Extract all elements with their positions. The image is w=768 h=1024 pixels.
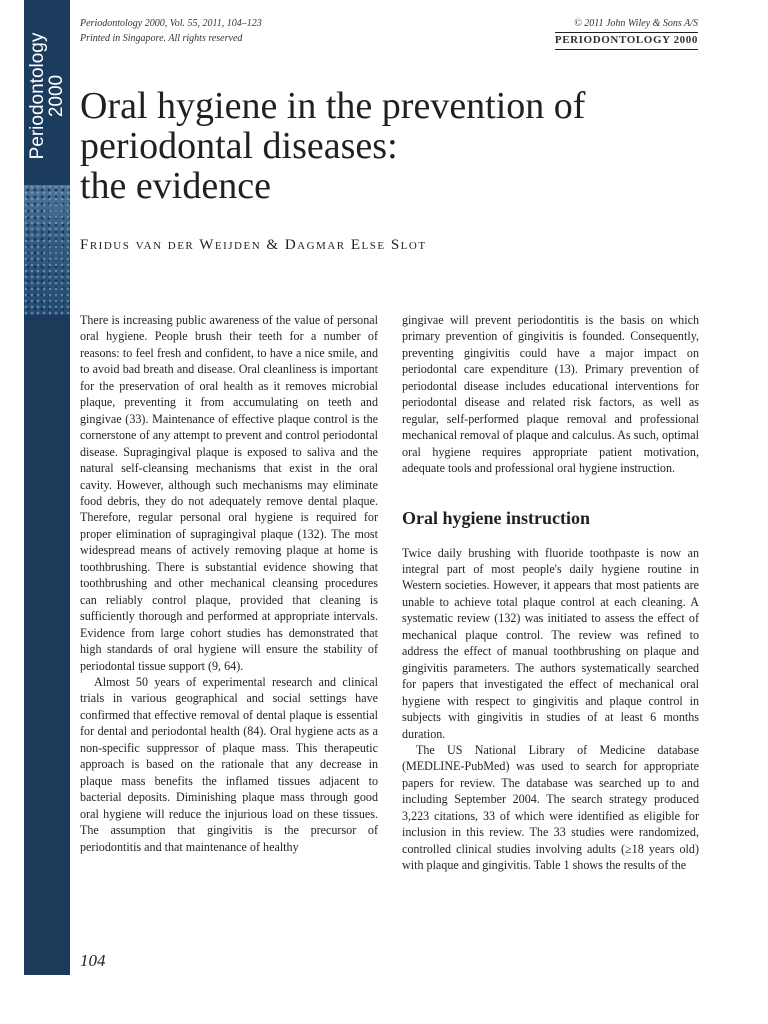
title-line-2: periodontal diseases: <box>80 125 398 167</box>
citation-line: Periodontology 2000, Vol. 55, 2011, 104–123 <box>80 18 262 29</box>
section-heading: Oral hygiene instruction <box>402 507 590 528</box>
article-title <box>80 86 720 206</box>
sidebar-line-2: 2000 <box>46 74 67 118</box>
header-journal-block <box>555 16 698 50</box>
sidebar-journal-name <box>28 33 66 160</box>
paragraph: Twice daily brushing with fluoride toothpaste is now an integral part of most people's daily hygiene routine in Western societies. However, it appears that most patients are unable to achieve total plaque control at each cleaning. A systematic review (132) was initiated to assess the effect of mechanical plaque control. The review was refined to address the effect of manual toothbrushing on plaque and gingivitis parameters. The authors systematically searched for papers that investigated the effect of mechanical oral hygiene with respect to gingivitis and plaque control in subjects with gingivitis in studies of at least 6 months duration. <box>402 545 699 741</box>
sidebar-texture <box>24 185 70 315</box>
title-line-1: Oral hygiene in the prevention of <box>80 85 586 127</box>
printed-line: Printed in Singapore. All rights reserved <box>80 33 243 44</box>
copyright-line: © 2011 John Wiley & Sons A/S <box>574 18 698 29</box>
body-column-left <box>80 312 378 855</box>
paragraph: The US National Library of Medicine database (MEDLINE-PubMed) was used to search for appropriate papers for review. The database was searched up to and including September 2004. The search strategy produced 3,223 citations, 33 of which were identified as eligible for inclusion in this review. The 33 studies were randomized, controlled clinical studies involving adults (≥18 years old) with plaque and gingivitis. Table 1 shows the results of the <box>402 742 699 873</box>
title-line-3: the evidence <box>80 165 271 207</box>
paragraph: Almost 50 years of experimental research and clinical trials in various geographical and social settings have confirmed that effective removal of dental plaque is essential for dental and periodontal health (84). Oral hygiene acts as a non-specific suppressor of plaque mass. This therapeutic approach is based on the rationale that any decrease in plaque mass benefits the inflamed tissues adjacent to bacterial deposits. Diminishing plaque mass through good oral hygiene will reduce the injurious load on these tissues. The assumption that gingivitis is the precursor of periodontitis and that maintenance of healthy <box>80 674 378 854</box>
journal-name: PERIODONTOLOGY 2000 <box>555 32 698 50</box>
journal-sidebar <box>24 0 70 975</box>
article-authors: Fridus van der Weijden & Dagmar Else Slot <box>80 237 427 253</box>
body-column-right <box>402 312 699 874</box>
paragraph: gingivae will prevent periodontitis is the basis on which primary prevention of gingivitis is founded. Consequently, preventing gingivitis could have a major impact on periodontal care expenditure (13). Primary prevention of periodontal disease includes educational interventions for periodontal disease and related risk factors, as well as regular, self-performed plaque removal and professional mechanical removal of plaque and calculus. As such, optimal oral hygiene requires appropriate patient motivation, adequate tools and professional oral hygiene instruction. <box>402 313 699 476</box>
sidebar-line-1: Periodontology <box>27 32 48 160</box>
header-citation-block <box>80 16 262 46</box>
page-number: 104 <box>80 951 106 970</box>
paragraph: There is increasing public awareness of the value of personal oral hygiene. People brush their teeth for a number of reasons: to feel fresh and confident, to have a nice smile, and to avoid bad breath and disease. Oral cleanliness is important for the preservation of oral health as it removes microbial plaque, preventing it from accumulating on teeth and gingivae (33). Maintenance of effective plaque control is the cornerstone of any attempt to prevent and control periodontal disease. Supragingival plaque is exposed to saliva and the natural self-cleansing mechanisms that exist in the oral cavity. However, although such mechanisms may eliminate food debris, they do not adequately remove dental plaque. Therefore, regular personal oral hygiene is required for proper elimination of supragingival plaque (132). The most widespread means of actively removing plaque at home is toothbrushing. There is substantial evidence showing that toothbrushing and other mechanical cleansing procedures can reliably control plaque, provided that cleaning is sufficiently thorough and performed at appropriate intervals. Evidence from large cohort studies has demonstrated that high standards of oral hygiene will ensure the stability of periodontal tissue support (9, 64). <box>80 313 378 673</box>
